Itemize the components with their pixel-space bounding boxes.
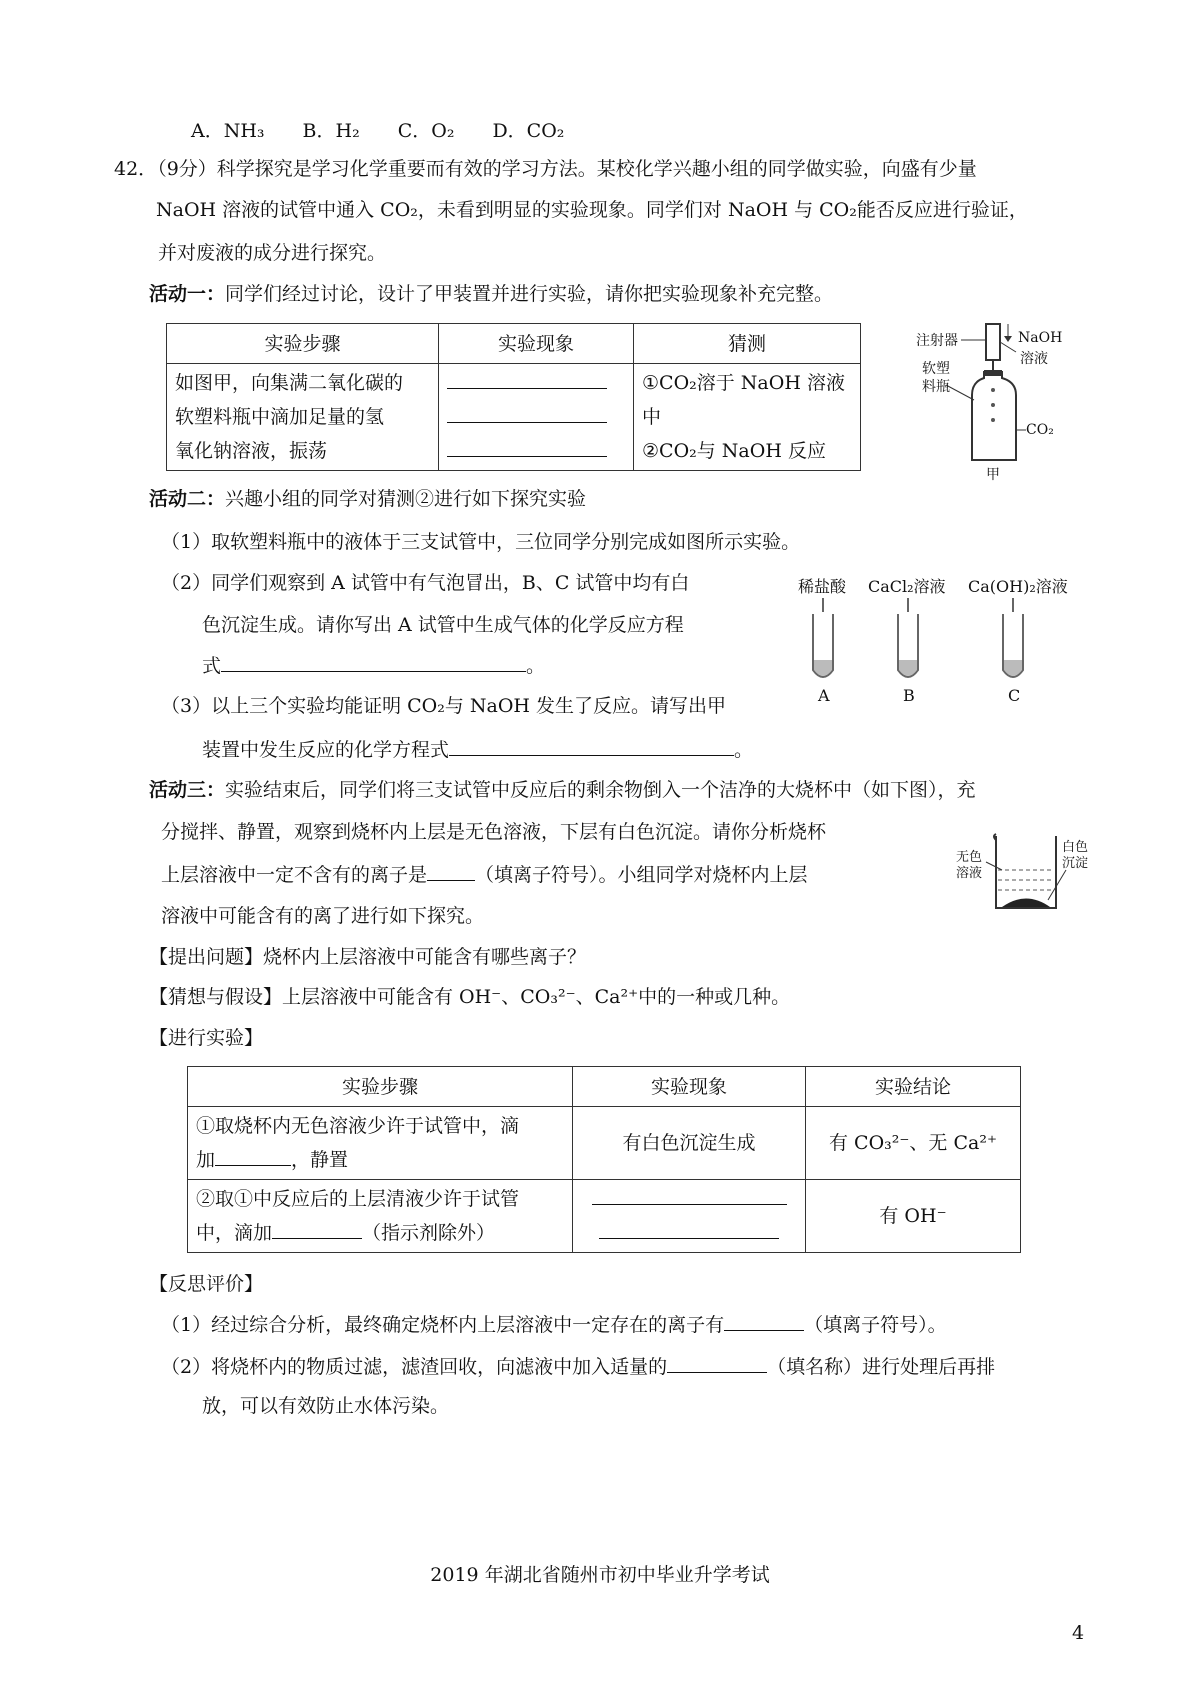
option-b: B．H₂ <box>302 120 360 142</box>
tube-c-label: C <box>1008 686 1021 705</box>
period: 。 <box>734 739 754 761</box>
reflection-q2-line1 <box>161 1354 995 1379</box>
answer-blank[interactable] <box>724 1312 804 1331</box>
table-row <box>188 1180 1021 1253</box>
label-syringe: 注射器 <box>916 333 958 349</box>
step-line <box>196 1216 564 1250</box>
activity2-q1: （1）取软塑料瓶中的液体于三支试管中，三位同学分别完成如图所示实验。 <box>161 531 801 553</box>
header-guess: 猜测 <box>634 324 861 364</box>
step-text: （指示剂除外） <box>362 1222 496 1244</box>
answer-blank[interactable] <box>215 1147 291 1166</box>
step-text: 中，滴加 <box>196 1222 273 1244</box>
period: 。 <box>526 655 546 677</box>
question-line-3: 并对废液的成分进行探究。 <box>158 242 387 264</box>
step-line: 软塑料瓶中滴加足量的氢 <box>175 406 385 428</box>
test-tubes-figure <box>790 572 1080 707</box>
answer-blank[interactable] <box>667 1354 767 1373</box>
activity3-line3 <box>161 862 808 887</box>
option-d: D．CO₂ <box>492 120 565 142</box>
guess-cell <box>634 364 861 471</box>
activity2-text: 兴趣小组的同学对猜测②进行如下探究实验 <box>225 488 587 510</box>
label-solution: 溶液 <box>1020 351 1048 367</box>
header-step: 实验步骤 <box>188 1067 573 1107</box>
reflection-q2-line2: 放，可以有效防止水体污染。 <box>202 1395 450 1417</box>
answer-blank[interactable] <box>447 370 607 389</box>
page-number: 4 <box>1072 1622 1085 1644</box>
label-bottle-2: 料瓶 <box>922 379 950 395</box>
q1-prefix: （1）经过综合分析，最终确定烧杯内上层溶液中一定存在的离子有 <box>161 1314 725 1336</box>
l3-prefix: 上层溶液中一定不含有的离子是 <box>161 864 428 886</box>
activity1-text: 同学们经过讨论，设计了甲装置并进行实验，请你把实验现象补充完整。 <box>225 283 834 305</box>
beaker-figure <box>956 830 1096 915</box>
beaker-label-colorless: 无色 <box>956 850 983 865</box>
q2-prefix: 式 <box>202 655 222 677</box>
page-footer: 2019 年湖北省随州市初中毕业升学考试 <box>430 1564 770 1586</box>
option-a: A．NH₃ <box>191 120 265 142</box>
answer-blank[interactable] <box>449 737 734 756</box>
question-number: 42． <box>114 158 158 180</box>
activity3-text: 实验结束后，同学们将三支试管中反应后的剩余物倒入一个洁净的大烧杯中（如下图），充 <box>225 779 976 801</box>
question-line-1 <box>114 157 977 181</box>
question-line-2: NaOH 溶液的试管中通入 CO₂，未看到明显的实验现象。同学们对 NaOH 与 CO₂能否反应进行验证， <box>156 199 1028 221</box>
activity2-q2-line3 <box>202 653 545 678</box>
reflection-q1 <box>161 1312 947 1337</box>
activity2-q3-line2 <box>202 737 753 762</box>
tube-a-reagent: 稀盐酸 <box>798 577 847 596</box>
phenomenon-cell <box>573 1180 806 1253</box>
experiment-table <box>187 1066 1021 1253</box>
step-cell <box>167 364 439 471</box>
activity1-intro <box>149 282 833 306</box>
header-phenomenon: 实验现象 <box>573 1067 806 1107</box>
activity1-table <box>166 323 861 471</box>
apparatus-figure-jia <box>916 320 1086 485</box>
activity3-line4: 溶液中可能含有的离了进行如下探究。 <box>161 905 485 927</box>
q1-suffix: （填离子符号）。 <box>804 1314 947 1336</box>
hypothesis: 【猜想与假设】上层溶液中可能含有 OH⁻、CO₃²⁻、Ca²⁺中的一种或几种。 <box>149 986 791 1008</box>
activity2-q2-line1: （2）同学们观察到 A 试管中有气泡冒出，B、C 试管中均有白 <box>161 572 690 594</box>
activity2-q3-line1: （3）以上三个实验均能证明 CO₂与 NaOH 发生了反应。请写出甲 <box>161 695 727 717</box>
header-conclusion: 实验结论 <box>806 1067 1021 1107</box>
beaker-label-white: 白色 <box>1062 840 1089 855</box>
experiment-title: 【进行实验】 <box>149 1027 264 1049</box>
answer-blank[interactable] <box>272 1220 362 1239</box>
beaker-label-precipitate: 沉淀 <box>1062 856 1089 871</box>
q3-prefix: 装置中发生反应的化学方程式 <box>202 739 450 761</box>
guess-line: ②CO₂与 NaOH 反应 <box>642 440 826 462</box>
label-co2: CO₂ <box>1026 422 1054 438</box>
activity3-line1 <box>149 778 976 802</box>
conclusion-cell: 有 OH⁻ <box>806 1180 1021 1253</box>
answer-blank[interactable] <box>427 862 475 881</box>
step-cell <box>188 1180 573 1253</box>
answer-blank[interactable] <box>447 404 607 423</box>
answer-blank[interactable] <box>599 1220 779 1239</box>
answer-blank[interactable] <box>447 438 607 457</box>
header-step: 实验步骤 <box>167 324 439 364</box>
q2-prefix: （2）将烧杯内的物质过滤，滤渣回收，向滤液中加入适量的 <box>161 1356 668 1378</box>
answer-blank[interactable] <box>221 653 526 672</box>
activity2-label: 活动二： <box>149 488 226 510</box>
activity3-line2: 分搅拌、静置，观察到烧杯内上层是无色溶液，下层有白色沉淀。请你分析烧杯 <box>161 821 827 843</box>
answer-blank[interactable] <box>592 1186 787 1205</box>
step-cell <box>188 1107 573 1180</box>
step-text: ，静置 <box>291 1149 349 1171</box>
label-bottle-1: 软塑 <box>922 361 950 377</box>
label-naoh: NaOH <box>1018 330 1063 346</box>
option-c: C．O₂ <box>397 120 455 142</box>
step-line <box>196 1143 564 1177</box>
activity2-intro <box>149 487 586 511</box>
header-phenomenon: 实验现象 <box>439 324 634 364</box>
guess-line: ①CO₂溶于 NaOH 溶液中 <box>642 372 845 428</box>
q2-suffix: （填名称）进行处理后再排 <box>767 1356 996 1378</box>
step-text: 加 <box>196 1149 216 1171</box>
l3-suffix: （填离子符号）。小组同学对烧杯内上层 <box>475 864 808 886</box>
tube-a-label: A <box>818 686 830 705</box>
step-line: ①取烧杯内无色溶液少许于试管中，滴 <box>196 1115 520 1137</box>
step-line: 如图甲，向集满二氧化碳的 <box>175 372 404 394</box>
conclusion-cell: 有 CO₃²⁻、无 Ca²⁺ <box>806 1107 1021 1180</box>
phenomenon-cell <box>439 364 634 471</box>
activity3-label: 活动三： <box>149 779 226 801</box>
figure-caption: 甲 <box>986 467 1000 483</box>
beaker-label-solution: 溶液 <box>956 866 983 881</box>
activity2-q2-line2: 色沉淀生成。请你写出 A 试管中生成气体的化学反应方程 <box>202 614 684 636</box>
table-row <box>188 1107 1021 1180</box>
activity1-label: 活动一： <box>149 283 226 305</box>
answer-options <box>191 119 564 143</box>
reflection-title: 【反思评价】 <box>149 1273 264 1295</box>
phenomenon-cell: 有白色沉淀生成 <box>573 1107 806 1180</box>
tube-b-reagent: CaCl₂溶液 <box>868 577 946 596</box>
tube-b-label: B <box>903 686 915 705</box>
question-text: （9分）科学探究是学习化学重要而有效的学习方法。某校化学兴趣小组的同学做实验，向盛有少量 <box>157 158 977 180</box>
step-line: 氧化钠溶液，振荡 <box>175 440 328 462</box>
question-raise: 【提出问题】烧杯内上层溶液中可能含有哪些离子？ <box>149 946 587 968</box>
step-line: ②取①中反应后的上层清液少许于试管 <box>196 1188 520 1210</box>
tube-c-reagent: Ca(OH)₂溶液 <box>968 577 1068 596</box>
